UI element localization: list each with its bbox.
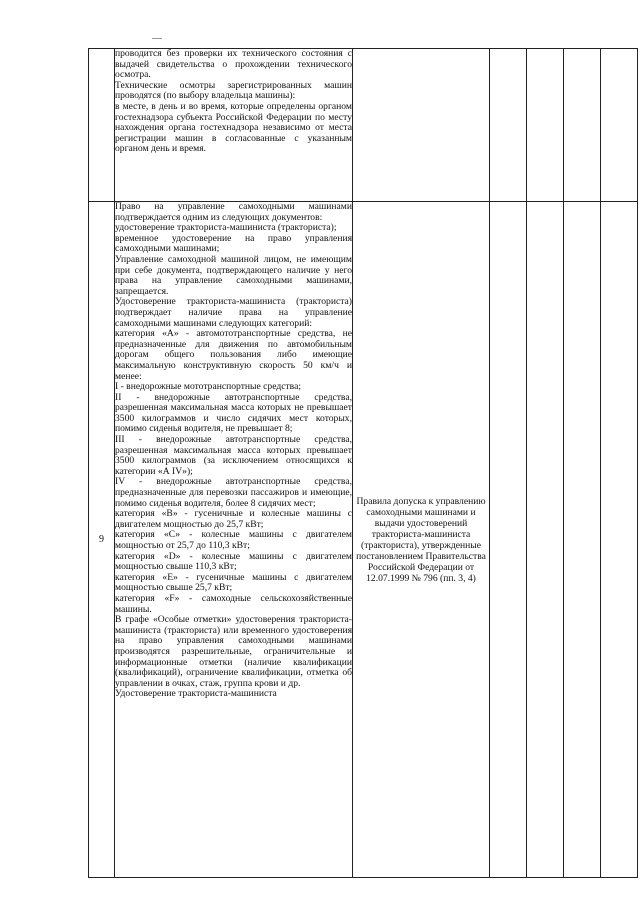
paragraph: Технические осмотры зарегистрированных машин проводятся (по выбору владельца машины):	[115, 79, 352, 102]
paragraph: категория «F» - самоходные сельскохозяйственные машины.	[115, 592, 352, 615]
reference-cell: Правила допуска к управлению самоходными машинами и выдачи удостоверений тракториста-машиниста (тракториста), утвержденные постановлением Правительства Российской Федерации от 12.07.1999 № 796 (пп. 3, 4)	[353, 202, 490, 878]
table-row-continued	[89, 49, 638, 202]
table-row-9	[89, 202, 638, 878]
scan-mark	[152, 38, 162, 39]
paragraph: Право на управление самоходными машинами подтверждается одним из следующих документов:	[115, 201, 352, 223]
paragraph: II - внедорожные автотранспортные средства, разрешенная максимальная масса которых не превышает 3500 килограммов и число сидячих мест которых, помимо сиденья водителя, не превышает 8;	[115, 391, 352, 435]
empty-cell	[490, 202, 527, 878]
empty-cell	[601, 202, 638, 878]
empty-cell	[527, 202, 564, 878]
requirements-table	[88, 48, 638, 878]
paragraph: I - внедорожные мототранспортные средства;	[115, 381, 301, 393]
paragraph: В графе «Особые отметки» удостоверения тракториста-машиниста (тракториста) или временного удостоверения на право управления самоходными машинами производятся разрешительные, ограничительные и информационные отметки (наличие квалификации (квалификаций), ограничение квалификации, отметка об управлении в очках, стаж, группа крови и др.	[115, 614, 352, 689]
paragraph: проводится без проверки их технического состояния с выдачей свидетельства о прохождении технического осмотра.	[115, 48, 352, 81]
paragraph: категория «А» - автомототранспортные средства, не предназначенные для движения по автомобильным дорогам общего пользования либо имеющие максимальную конструктивную скорость 50 км/ч и менее:	[115, 328, 352, 382]
paragraph: IV - внедорожные автотранспортные средства, предназначенные для перевозки пассажиров и имеющие, помимо сиденья водителя, более 8 сидячих мест;	[115, 476, 352, 509]
empty-cell	[564, 202, 601, 878]
paragraph: удостоверение тракториста-машиниста (тракториста);	[115, 222, 337, 234]
paragraph: временное удостоверение на право управления самоходными машинами;	[115, 232, 352, 255]
empty-cell	[490, 49, 527, 202]
requirement-text-cell	[115, 49, 353, 202]
empty-cell	[527, 49, 564, 202]
row-number-cell: 9	[89, 202, 115, 878]
empty-cell	[564, 49, 601, 202]
paragraph: категория «Е» - гусеничные машины с двигателем мощностью свыше 25,7 кВт;	[115, 571, 352, 594]
row-number-cell	[89, 49, 115, 202]
paragraph: III - внедорожные автотранспортные средства, разрешенная максимальная масса которых превышает 3500 килограммов (за исключением относящихся к категории «А IV»);	[115, 434, 352, 477]
paragraph: Удостоверение тракториста-машиниста (тракториста) подтверждает наличие права на управление самоходными машинами следующих категорий:	[115, 296, 352, 329]
reference-cell	[353, 49, 490, 202]
paragraph: Управление самоходной машиной лицом, не имеющим при себе документа, подтверждающего наличие у него права на управление самоходными машинами, запрещается.	[115, 253, 352, 297]
empty-cell	[601, 49, 638, 202]
requirement-text-cell	[115, 202, 353, 878]
paragraph: категория «D» - колесные машины с двигателем мощностью свыше 110,3 кВт;	[115, 550, 352, 573]
paragraph: категория «В» - гусеничные и колесные машины с двигателем мощностью до 25,7 кВт;	[115, 508, 352, 530]
paragraph: в месте, в день и во время, которые определены органом гостехнадзора субъекта Российской Федерации по месту нахождения органа гостехнадзора независимо от места регистрации машин в согласованные с указанным органом день и время.	[115, 100, 352, 155]
paragraph: категория «С» - колесные машины с двигателем мощностью от 25,7 до 110,3 кВт;	[115, 529, 352, 551]
paragraph: Удостоверение тракториста-машиниста	[115, 688, 277, 700]
